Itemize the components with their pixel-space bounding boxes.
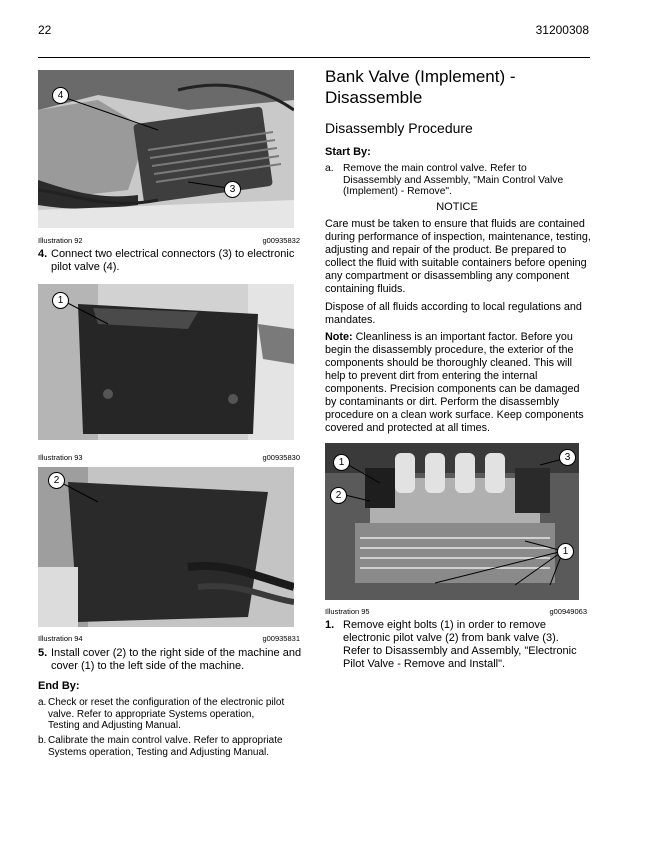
illustration-95-callout-1-bottom: 1 xyxy=(557,543,574,560)
illustration-92-photo xyxy=(38,70,294,228)
illustration-94-label: Illustration 94 xyxy=(38,634,83,643)
page-title: Bank Valve (Implement) - Disassemble xyxy=(325,67,516,107)
illustration-94-callout-2: 2 xyxy=(48,472,65,489)
illustration-92-caption xyxy=(38,236,300,245)
start-by-item-a-text: Remove the main control valve. Refer to Disassembly and Assembly, "Main Control Valve (Implement) - Remove". xyxy=(343,163,564,197)
illustration-92-callout-4: 4 xyxy=(52,87,69,104)
step-1-text: Remove eight bolts (1) in order to remove electronic pilot valve (2) from bank valve (3). Refer to Disassembly and Assembly, "Electronic Pilot Valve - Remove and Install". xyxy=(343,619,577,670)
end-by-item-b-letter: b. xyxy=(38,735,47,746)
dispose-text: Dispose of all fluids according to local regulations and mandates. xyxy=(325,301,582,326)
end-by-item-b-text: Calibrate the main control valve. Refer to appropriate Systems operation, Testing and Adjusting Manual. xyxy=(48,735,283,758)
illustration-92-callout-3: 3 xyxy=(224,181,241,198)
start-by-item-a-letter: a. xyxy=(325,163,334,174)
notice-text: Care must be taken to ensure that fluids are contained during performance of inspection, maintenance, testing, adjusting and repair of the product. Be prepared to collect the fluid with suitable containers before opening any compartment or disassembling any component containing fluids. xyxy=(325,218,591,295)
illustration-95-label: Illustration 95 xyxy=(325,607,370,616)
end-by-heading: End By: xyxy=(38,680,80,692)
illustration-93-callout-1: 1 xyxy=(52,292,69,309)
step-1-number: 1. xyxy=(325,619,335,631)
illustration-95-callout-1-top: 1 xyxy=(333,454,350,471)
illustration-95-caption xyxy=(325,607,587,616)
end-by-item-a-letter: a. xyxy=(38,697,47,708)
end-by-item-a-text: Check or reset the configuration of the electronic pilot valve. Refer to appropriate Systems operation, Testing and Adjusting Manual. xyxy=(48,697,285,731)
step-5-number: 5. xyxy=(38,647,48,659)
illustration-93-code: g00935830 xyxy=(262,453,300,462)
illustration-94-photo xyxy=(38,467,294,627)
notice-heading: NOTICE xyxy=(436,201,478,213)
note-paragraph xyxy=(325,331,591,435)
document-number: 31200308 xyxy=(535,23,589,37)
illustration-95-photo xyxy=(325,443,579,600)
page-number: 22 xyxy=(38,23,52,37)
section-heading: Disassembly Procedure xyxy=(325,120,473,136)
step-4-text: Connect two electrical connectors (3) to electronic pilot valve (4). xyxy=(51,248,295,273)
note-text: Cleanliness is an important factor. Before you begin the disassembly procedure, the exterior of the components should be thoroughly cleaned. This will help to prevent dirt from entering the internal components. Precision components can be damaged by contaminants or dirt. Perform the disassembly procedure on a clean work surface. Keep components covered and protected at all times. xyxy=(325,331,584,434)
illustration-92-code: g00935832 xyxy=(262,236,300,245)
illustration-95-code: g00949063 xyxy=(549,607,587,616)
illustration-92-label: Illustration 92 xyxy=(38,236,83,245)
illustration-94-caption xyxy=(38,634,300,643)
illustration-94-code: g00935831 xyxy=(262,634,300,643)
note-label: Note: xyxy=(325,331,353,343)
start-by-heading: Start By: xyxy=(325,146,371,158)
illustration-93-photo xyxy=(38,284,294,440)
header-rule xyxy=(38,57,590,58)
illustration-95-callout-2: 2 xyxy=(330,487,347,504)
illustration-93-caption xyxy=(38,453,300,462)
step-5-text: Install cover (2) to the right side of the machine and cover (1) to the left side of the machine. xyxy=(51,647,302,672)
illustration-93-label: Illustration 93 xyxy=(38,453,83,462)
step-4-number: 4. xyxy=(38,248,48,260)
illustration-95-callout-3: 3 xyxy=(559,449,576,466)
